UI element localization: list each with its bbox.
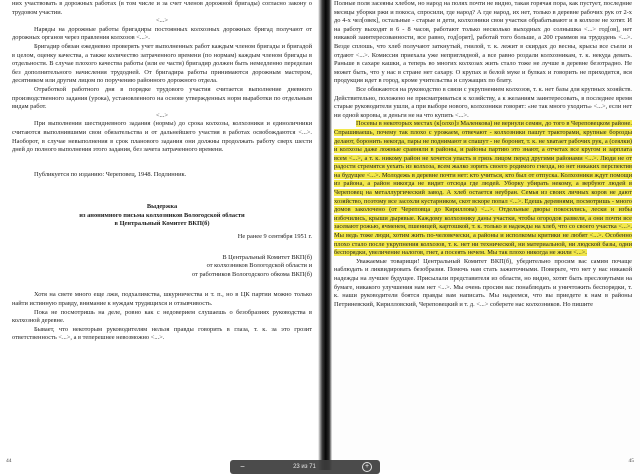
document-title: Выдержка: [146, 203, 178, 211]
zoom-in-button[interactable]: +: [362, 462, 372, 472]
right-paragraph-3: [334, 120, 632, 258]
right-paragraph-1: Полные поля засеяны хлебом, но народ на полях почти не видно, такая горячая пора, как пустует, последние месяцы уборки ржи и покоса, спросили, где народ? А где народ, их нет, только в деревне рабочих рук от 2-х до 4-х чел[овек], остальные - старые и дети, колхозники свои участки обрабатывают и в колхозе не хотят. И на работу выходят в 6 - 8 часов, работают только несколько выходных до солнышка <...> год[ов], нет никакой заинтересованности, все равно, год[орят], работай того больше, а 200 граммов на трудодень <...>. Везде сплошь, что хлеб получают заткнутый, гнилой, т. к. лежит в скирдах до весны, крысы все съели и отдают <...>. Комиссия приехала уже неприглядной, а все равно роздали колхозникам, т. к. некуда девать. Раньше в сахаре кашки, а теперь во многих колхозах жить стало тоже не лучше в деревне безотрадно. Не может быть, что у нас в стране нет сахару. О крупах и белой муке и булках и говорить не приходится, вся продукция идет в город, кроме учительства и служащих по блату.: [334, 0, 632, 85]
document-subtitle-1: из анонимного письма колхозников Вологодской области: [79, 211, 245, 219]
left-paragraph-4: При выполнении шестидневного задания (нормы) до срока колхозы, колхозники и единоличники считаются выполнившими свои обязательства и от дальнейшего участия в работах освобождаются <...>. Наоборот, в случае невыполнения в срок планового задания они должны продолжать работу сверх шести дней до полного выполнения этого задания, без зачета затраченного времени.: [12, 120, 312, 154]
addressee-line-3: от работников Вологодского обкома ВКП(б): [191, 270, 312, 278]
page-indicator: 23 из 71: [293, 464, 316, 470]
left-paragraph-7: Бывает, что некоторым руководителям нельзя правды говорить в глаза, т. к. за это грозит ответственность <...>, а в теперешнее невозможно <...>.: [12, 325, 312, 342]
right-paragraph-2: Все обижаются на руководство в связи с укрупнением колхозов, т. к. нет базы для крупных хозяйств. Действительно, положено не присматриваться к хозяйству, а к желаниям заинтересовать, в последнее время старые руководители ушли, а при выборе нового, колхозники говорят: «не так много уходить» <...>, если нет ни одной коровы, и деньги не на что купить <...>.: [334, 85, 632, 119]
left-page: [0, 0, 322, 470]
left-paragraph-2: Бригадир обязан ежедневно проверять учет выполненных работ каждым членом бригады и бригадой в целом, оценку качества, а также количество затраченного времени (по нормам) каждым членом бригады в отдельности. В случае плохого качества работы (или ее части) бригадир должен быть немедленно переделан без дополнительного начисления трудодней. От бригадира работы принимаются дорожным мастером, десятником или другим лицом по поручению районного дорожного отдела.: [12, 42, 312, 85]
left-paragraph-1: Наряды на дорожные работы бригадиры постоянных колхозных дорожных бригад получают от дорожных органов через правления колхозов <...>.: [12, 25, 312, 42]
right-paragraph-4: Уважаемые товарищи! Центральный Комитет ВКП(б), убедительно просим вас самим почаще наблюдать и ликвидировать безобразия. Помочь нам стать зажиточными. Поверьте, что нет у нас никакой надежды на лучшее будущее. Присылали представителя из области, но видно, хотят быть пресловутыми на бумаге, никакого улучшения нам нет <...>. Мы очень просим вас понаблюдать и уничтожить беспорядки, т. к. наши руководители боятся правды вам написать. Мы надеемся, что вы приедете к нам в районы Петриневский, Кирилловский, Череповецкий и т. д. <...> соберете нас колхозников. Но пишите: [334, 257, 632, 308]
left-intro-paragraph: них участвовать в дорожных работах (в том числе и за счет членов дорожной бригады) согласно закону о трудовом участии.: [12, 0, 312, 16]
right-page: [322, 0, 640, 470]
viewer-toolbar: [230, 460, 380, 474]
left-ellipsis-1: <...>: [155, 17, 168, 25]
left-paragraph-3: Отработкой работного дня в порядке трудового участия считается выполнение дневного производственного задания (урока), установленного на основе утвержденных норм выработки по отдельным видам работ.: [12, 85, 312, 111]
publication-note: Публикуется по изданию: Череповец, 1948. Подлинник.: [34, 170, 187, 178]
addressee-line-2: от колхозников Вологодской области и: [206, 262, 312, 270]
document-subtitle-2: в Центральный Комитет ВКП(б): [114, 220, 210, 228]
left-ellipsis-2: <...>: [155, 111, 168, 119]
book-gutter-shadow: [318, 0, 332, 470]
highlighted-passage: Посевы в некоторых местах (к[олхо]з Маленкова) не вернули семян, до того в Череповецком районе. Спрашиваешь, почему так плохо с урожаем, отвечают - колхозники пашут тракторами, крупные борозды делают, боронить некогда, пары не поднимают и спашут - не боронят, т. к. не хватает рабочих рук, а (сеялки) и колхозы даже ложные сравняли в районы, и районы партию это знают, а отчетах все кругом и зарплата всем <...>, а т. к. никому район не хочется упасть в грязь лицом перед другими районами <...>. Люди не от радости стремятся уехать из колхоза, всем жалко зорить своего родимого гнезда, но нет никаких перспектив на будущее <...>. Молодежь в деревне почти нет: кто учиться, кто был от отпуска. Колхозники ждут помощи из района, а район никогда не видит отсюда где людей. Уборку убирать некому, а вербуют людей в Череповец на металлургический завод. А хлеб остается неубран. Семья из своих личных коров не дают хозяйство, поэтому все засохли кустарником, скот вскоре попал <...>. Едешь деревнями, посмотришь - много домов заколочено (от Череповца до Кириллова) <...>. Отдельные дворы покосились, лески и избы избочились, крыши дырявые. Каждому колхознику даны участки, чтобы огородов развели, а они почти все засевают рожью, ячменем, пшеницей, картошкой, т. к. только и надежды на хлеб, что со своего участка <...>. Мы ведь тоже люди, хотим жить по-человечески, а районы и исполкомы критики не любят <...>. Особенно плохо стало после укрупнения колхозов, т. к. нет ни технической, ни материальной, ни людской базы, одни беспорядки, увеличение налогов, гнет, а посеять нечем. Мы так плохо никогда не жили <...>.: [334, 120, 632, 257]
document-date: Не ранее 9 сентября 1951 г.: [237, 233, 312, 241]
addressee-line-1: В Центральный Комитет ВКП(б): [222, 253, 312, 261]
zoom-out-button[interactable]: −: [240, 462, 245, 471]
left-paragraph-6: Пока не посмотришь на деле, ровно как с недоверием слушаешь о безобразиях руководства в колхозной деревне.: [12, 308, 312, 325]
left-paragraph-5: Хотя на свете много еще лжи, подхалимства, шкурничества и т. п., но в ЦК партии можно только найти истинную правду, внимание к нуждам трудящихся и отзывчивость.: [12, 291, 312, 308]
right-page-number: 45: [628, 458, 634, 464]
left-page-number: 44: [6, 458, 12, 464]
